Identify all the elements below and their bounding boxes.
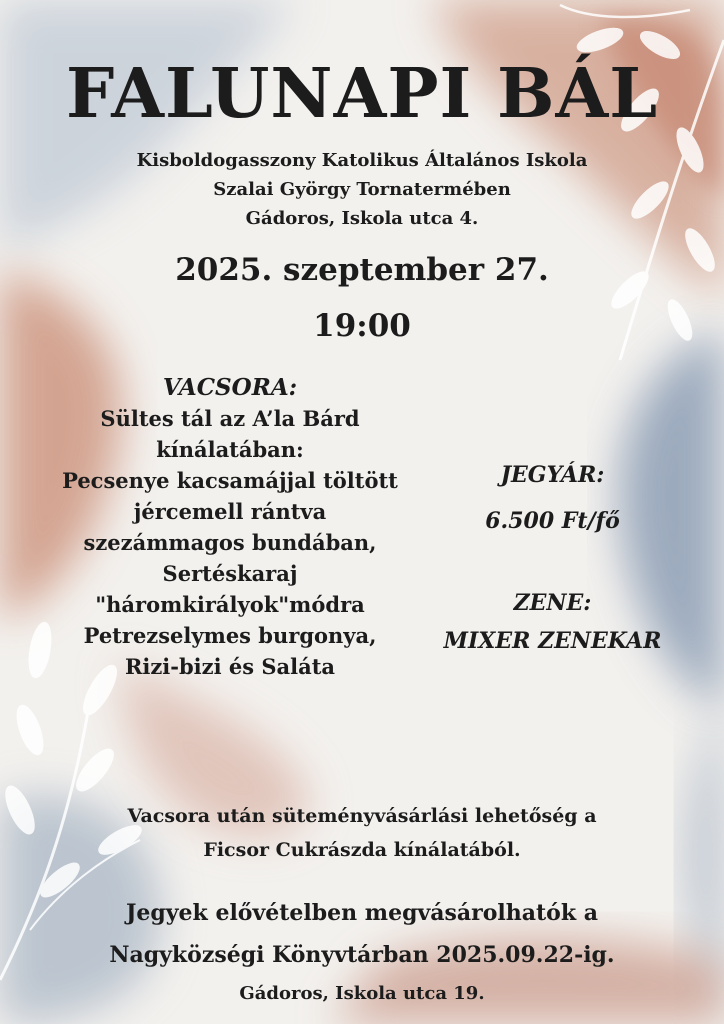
menu-line: Sültes tál az A’la Bárd: [100, 406, 360, 431]
menu-line: Rizi-bizi és Saláta: [124, 654, 336, 679]
dessert-line: Ficsor Cukrászda kínálatából.: [203, 839, 521, 861]
music-band: MIXER ZENEKAR: [443, 628, 662, 654]
dessert-line: Vacsora után süteményvásárlási lehetőség a: [127, 805, 597, 827]
menu-line: jércemell rántva: [133, 499, 327, 524]
presale-line: Jegyek elővételben megvásárolhatók a: [125, 900, 599, 926]
venue-line-hall: Szalai György Tornatermében: [213, 179, 511, 200]
presale-line: Nagyközségi Könyvtárban 2025.09.22-ig.: [109, 942, 615, 968]
menu-line: szezámmagos bundában,: [83, 530, 377, 555]
ticket-price: 6.500 Ft/fő: [485, 508, 620, 534]
venue-line-address: Gádoros, Iskola utca 4.: [245, 208, 479, 229]
menu-line: "háromkirályok"módra: [95, 592, 365, 617]
footer-address: Gádoros, Iskola utca 19.: [239, 983, 485, 1004]
menu-section: [40, 372, 420, 682]
venue-line-school: Kisboldogasszony Katolikus Általános Iskola: [136, 150, 588, 171]
menu-heading: VACSORA:: [162, 374, 298, 401]
menu-line: Sertéskaraj: [162, 561, 298, 586]
menu-line: Pecsenye kacsamájjal töltött: [62, 468, 398, 493]
event-date: 2025. szeptember 27.: [175, 252, 549, 288]
menu-line: kínálatában:: [156, 437, 304, 462]
event-time: 19:00: [313, 308, 411, 344]
ticket-section: [420, 456, 685, 540]
music-section: [420, 584, 685, 660]
menu-line: Petrezselymes burgonya,: [83, 623, 377, 648]
ticket-label: JEGYÁR:: [500, 462, 605, 488]
music-label: ZENE:: [513, 590, 592, 616]
page-title: FALUNAPI BÁL: [65, 54, 659, 134]
